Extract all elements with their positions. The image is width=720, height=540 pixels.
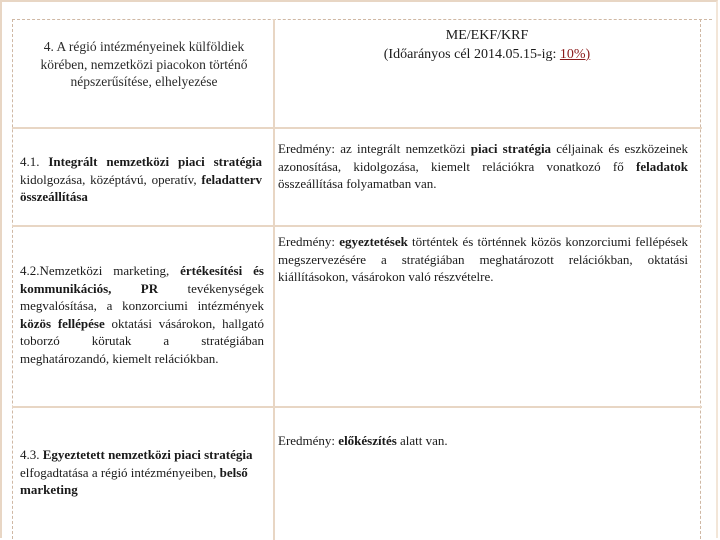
row-1-task: 4.1. Integrált nemzetközi piaci stratégia kidolgozása, középtávú, operatív, feladatterv összeállítása (20, 154, 262, 204)
dashed-guide-top (12, 19, 712, 20)
dashed-guide-right (700, 19, 701, 539)
row-2-result: Eredmény: egyeztetések történtek és történnek közös konzorciumi fellépések megszervezésére a stratégiában meghatározott relációkban, oktatási kiállításokon, vásárokon való részvételre. (278, 234, 688, 284)
header-right (282, 26, 692, 64)
column-divider (273, 19, 275, 540)
row-2-task: 4.2.Nemzetközi marketing, értékesítési és kommunikációs, PR tevékenységek megvalósítása, a konzorciumi intézmények közös fellépése oktatási vásárokon, hallgató toborzó körutak a stratégiában meghatározandó, kiemelt relációkban. (20, 263, 264, 366)
row-divider (12, 225, 702, 227)
row-1-result: Eredmény: az integrált nemzetközi piaci stratégia céljainak és eszközeinek azonosítása, kidolgozása, kiemelt relációkra vonatkozó fő feladatok összeállítása folyamatban van. (278, 141, 689, 191)
header-right-code: ME/EKF/KRF (445, 28, 529, 43)
header-left-title: 4. A régió intézményeinek külföldiek körében, nemzetközi piacokon történő népszerűsítése, elhelyezése (40, 39, 248, 89)
row-divider (12, 406, 702, 408)
header-right-target: (Időarányos cél 2014.05.15-ig: 10%) (383, 47, 591, 62)
row-3-result: Eredmény: előkészítés alatt van. (278, 433, 448, 448)
row-3-task: 4.3. Egyeztetett nemzetközi piaci stratégia elfogadtatása a régió intézményeiben, belső marketing (20, 447, 253, 497)
target-percent: 10%) (559, 47, 591, 62)
dashed-guide-left (12, 19, 13, 539)
row-divider (12, 127, 702, 129)
